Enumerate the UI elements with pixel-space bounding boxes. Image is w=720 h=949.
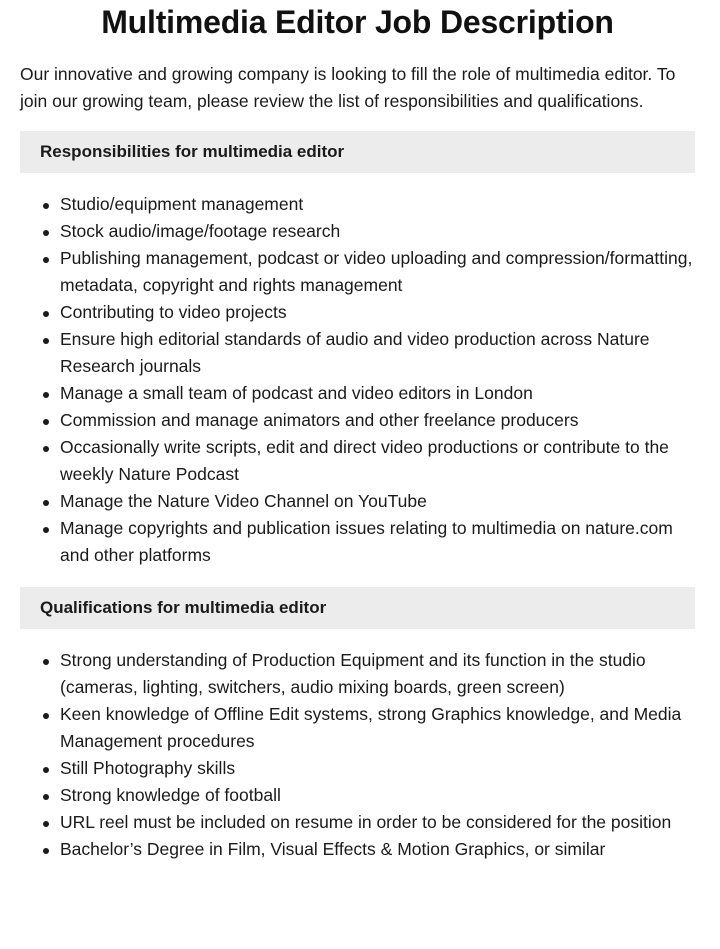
list-item: Stock audio/image/footage research [60, 218, 695, 245]
list-item: URL reel must be included on resume in order to be considered for the position [60, 809, 695, 836]
qualifications-heading: Qualifications for multimedia editor [20, 587, 695, 629]
list-item: Manage copyrights and publication issues relating to multimedia on nature.com and other platforms [60, 515, 695, 569]
list-item: Commission and manage animators and other freelance producers [60, 407, 695, 434]
list-item: Strong knowledge of football [60, 782, 695, 809]
list-item: Publishing management, podcast or video uploading and compression/formatting, metadata, copyright and rights management [60, 245, 695, 299]
list-item: Keen knowledge of Offline Edit systems, strong Graphics knowledge, and Media Management procedures [60, 701, 695, 755]
list-item: Occasionally write scripts, edit and direct video productions or contribute to the weekly Nature Podcast [60, 434, 695, 488]
list-item: Manage the Nature Video Channel on YouTube [60, 488, 695, 515]
responsibilities-list [20, 191, 695, 569]
list-item: Bachelor’s Degree in Film, Visual Effects & Motion Graphics, or similar [60, 836, 695, 863]
qualifications-list [20, 647, 695, 863]
list-item: Manage a small team of podcast and video editors in London [60, 380, 695, 407]
list-item: Ensure high editorial standards of audio and video production across Nature Research journals [60, 326, 695, 380]
page-title: Multimedia Editor Job Description [101, 4, 614, 40]
list-item: Still Photography skills [60, 755, 695, 782]
responsibilities-heading: Responsibilities for multimedia editor [20, 131, 695, 173]
list-item: Studio/equipment management [60, 191, 695, 218]
list-item: Strong understanding of Production Equipment and its function in the studio (cameras, lighting, switchers, audio mixing boards, green screen) [60, 647, 695, 701]
list-item: Contributing to video projects [60, 299, 695, 326]
intro-paragraph: Our innovative and growing company is looking to fill the role of multimedia editor. To join our growing team, please review the list of responsibilities and qualifications. [20, 64, 676, 111]
